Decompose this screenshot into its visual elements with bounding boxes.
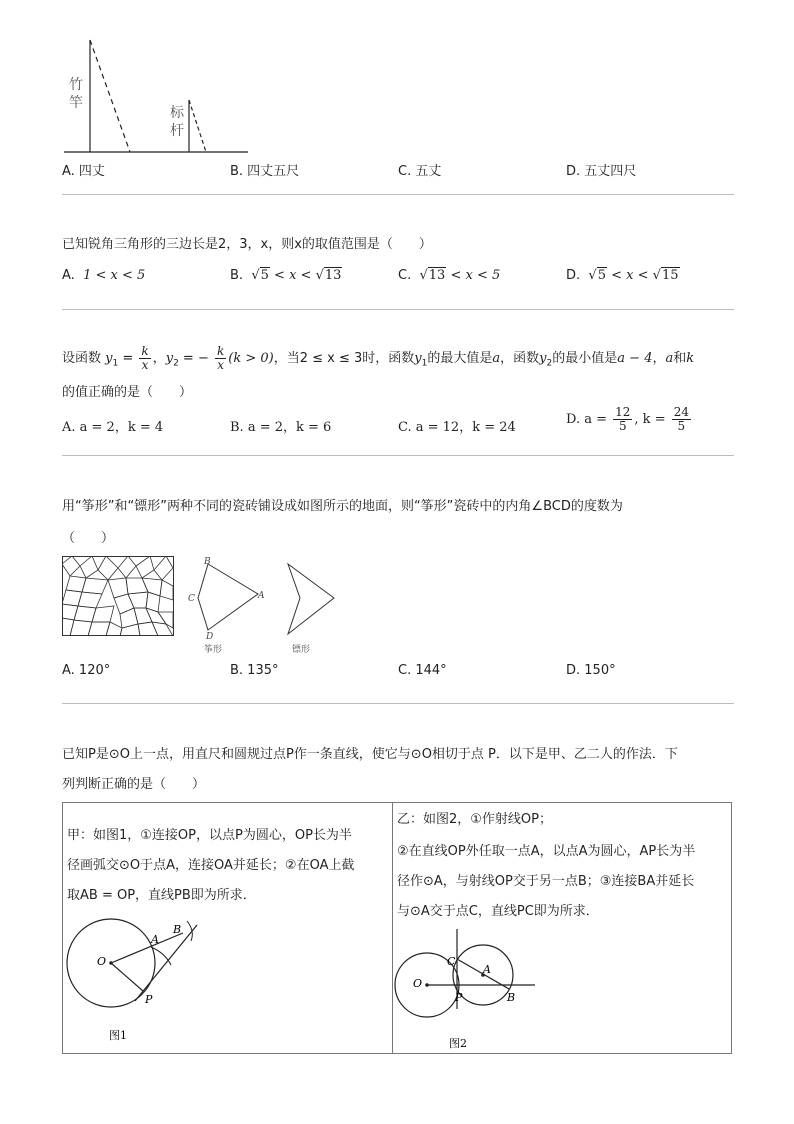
q3-option-a[interactable]: A. a = 2，k = 4 bbox=[62, 420, 164, 435]
q4-stem-line1: 用“筝形”和“镖形”两种不同的瓷砖铺设成如图所示的地面，则“筝形”瓷砖中的内角∠BCD的度数为 bbox=[62, 499, 623, 514]
segment-op bbox=[111, 963, 143, 991]
dart-figure bbox=[280, 560, 340, 656]
fig2-caption: 图2 bbox=[449, 1037, 467, 1050]
q4-stem-line2: （ ） bbox=[62, 531, 115, 546]
rod-label: 标杆 bbox=[170, 105, 184, 139]
fig2-label-p: P bbox=[455, 991, 463, 1004]
method-table bbox=[62, 802, 732, 1054]
line-pb bbox=[135, 925, 197, 1001]
method-a-line3: 取AB = OP，直线PB即为所求． bbox=[67, 888, 256, 903]
separator-4 bbox=[62, 703, 734, 704]
q3-stem-line1: 设函数 $y_1$ = $\frac{k}{x}$ ，$y_2$ = − $\frac{k}{x}$ (k > 0)，当2 ≤ x ≤ 3时，函数$y_1$的最大值是a，函数$y_2$的最小值是a − 4，a和k bbox=[62, 344, 695, 372]
arc-at-b bbox=[187, 921, 192, 941]
fig1-label-a: A bbox=[151, 933, 159, 946]
q2-option-a[interactable]: A. 1 < x < 5 bbox=[62, 268, 146, 283]
separator-1 bbox=[62, 194, 734, 195]
method-a-line1: 甲：如图1，①连接OP，以点P为圆心，OP长为半 bbox=[67, 828, 352, 843]
rod-shadow bbox=[189, 100, 206, 152]
separator-2 bbox=[62, 309, 734, 310]
bamboo-shadow bbox=[90, 40, 130, 152]
q4-option-d[interactable]: D. 150° bbox=[566, 663, 616, 678]
dart-shape bbox=[288, 564, 334, 634]
fig1-label-o: O bbox=[97, 955, 107, 968]
q2-option-b[interactable]: B. √5 < x < √13 bbox=[230, 268, 342, 283]
q1-option-a[interactable]: A. 四丈 bbox=[62, 164, 105, 179]
kite-caption: 筝形 bbox=[204, 645, 223, 655]
q3-option-d[interactable]: D. a = $\frac{12}{5}$ , k = $\frac{24}{5}$ bbox=[566, 405, 690, 433]
q3-stem-line2: 的值正确的是（ ） bbox=[62, 385, 193, 400]
kite-label-b: B bbox=[204, 557, 211, 567]
q4-option-b[interactable]: B. 135° bbox=[230, 663, 279, 678]
kite-shape bbox=[198, 564, 258, 630]
q1-option-c[interactable]: C. 五丈 bbox=[398, 164, 442, 179]
figure-2 bbox=[393, 929, 543, 1053]
fig2-label-a: A bbox=[483, 963, 491, 976]
kite-figure bbox=[186, 554, 272, 656]
q5-stem-line1: 已知P是⊙O上一点，用直尺和圆规过点P作一条直线，使它与⊙O相切于点 P．以下是甲、乙二人的作法．下 bbox=[62, 747, 678, 762]
method-b-line4: 与⊙A交于点C，直线PC即为所求． bbox=[397, 904, 599, 919]
q1-option-d[interactable]: D. 五丈四尺 bbox=[566, 164, 637, 179]
figure-1 bbox=[65, 913, 215, 1051]
q2-option-c[interactable]: C. √13 < x < 5 bbox=[398, 268, 501, 283]
q1-option-b[interactable]: B. 四丈五尺 bbox=[230, 164, 300, 179]
kite-label-d: D bbox=[206, 632, 214, 642]
kite-label-a: A bbox=[258, 591, 265, 601]
method-b-line2: ②在直线OP外任取一点A，以点A为圆心，AP长为半 bbox=[397, 844, 696, 859]
fig2-label-o: O bbox=[413, 977, 423, 990]
fig1-label-p: P bbox=[145, 993, 153, 1006]
q2-option-d[interactable]: D. √5 < x < √15 bbox=[566, 268, 679, 283]
separator-3 bbox=[62, 455, 734, 456]
q1-figure bbox=[62, 30, 262, 158]
q4-option-c[interactable]: C. 144° bbox=[398, 663, 447, 678]
pole-label: 竹竿 bbox=[69, 77, 83, 111]
kite-label-c: C bbox=[188, 594, 195, 604]
q2-stem: 已知锐角三角形的三边长是2，3，x，则x的取值范围是（ ） bbox=[62, 237, 432, 252]
fig1-caption: 图1 bbox=[109, 1029, 127, 1042]
q3-option-b[interactable]: B. a = 2，k = 6 bbox=[230, 420, 332, 435]
dart-caption: 镖形 bbox=[292, 645, 311, 655]
fig2-label-b: B bbox=[507, 991, 516, 1004]
method-a-line2: 径画弧交⊙O于点A，连接OA并延长；②在OA上截 bbox=[67, 858, 355, 873]
fig1-label-b: B bbox=[173, 923, 182, 936]
q5-stem-line2: 列判断正确的是（ ） bbox=[62, 777, 206, 792]
fig2-label-c: C bbox=[447, 955, 456, 968]
q4-option-a[interactable]: A. 120° bbox=[62, 663, 111, 678]
tiling-figure bbox=[62, 556, 174, 636]
method-b-line1: 乙：如图2，①作射线OP； bbox=[397, 812, 552, 827]
method-b-line3: 径作⊙A，与射线OP交于另一点B；③连接BA并延长 bbox=[397, 874, 695, 889]
q3-option-c[interactable]: C. a = 12，k = 24 bbox=[398, 420, 516, 435]
